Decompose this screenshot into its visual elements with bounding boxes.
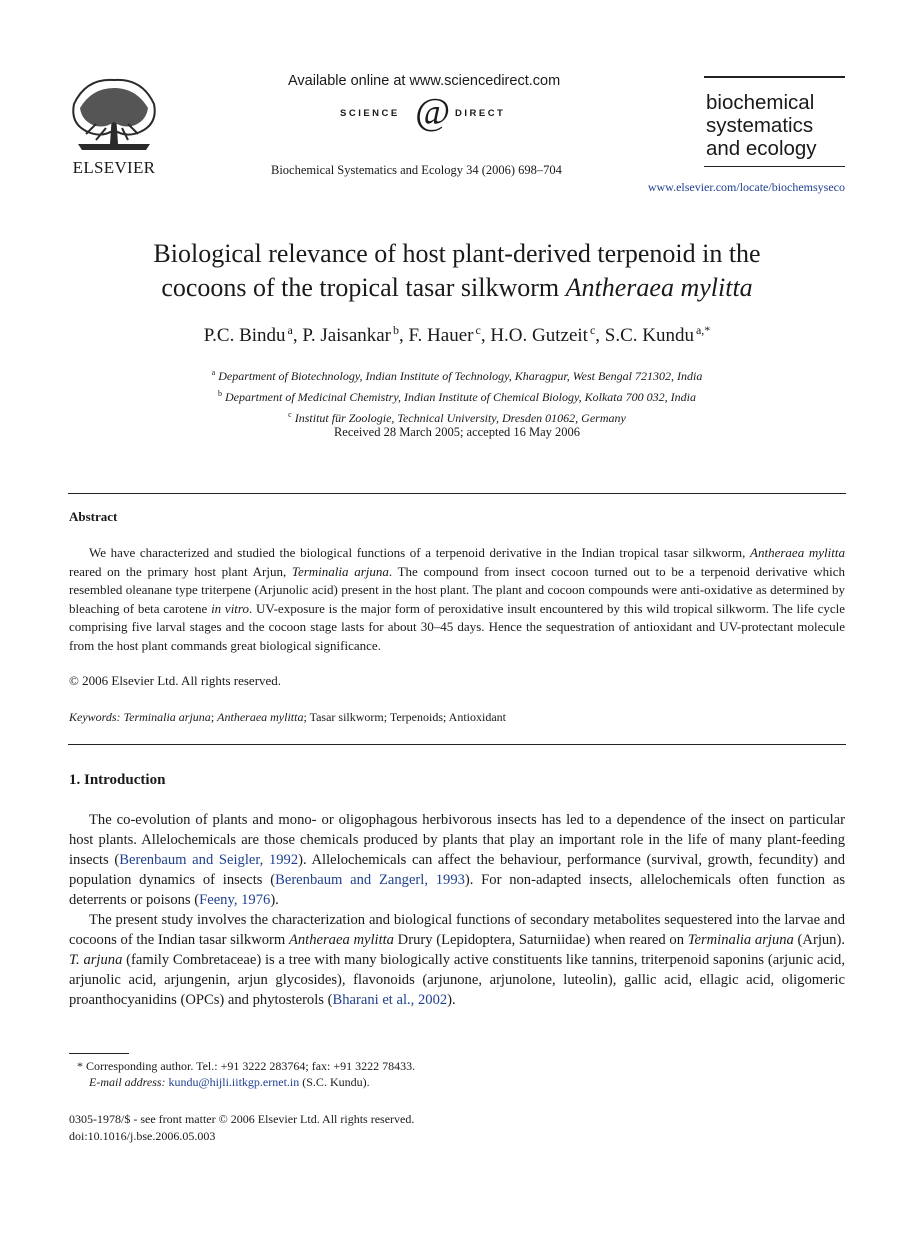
author-name: P. Jaisankar [302,325,392,346]
elsevier-wordmark: ELSEVIER [72,158,156,177]
abstract-rule-bottom [68,744,846,745]
footnote-rule [69,1053,129,1054]
author-name: H.O. Gutzeit [490,325,588,346]
journal-brand-line: and ecology [706,137,817,160]
journal-url-link[interactable]: www.elsevier.com/locate/biochemsyseco [647,180,845,194]
journal-brand-line: systematics [706,114,814,137]
affiliation: $^c$ Institut für Zoologie, Technical University, Dresden 01062, Germany [288,410,626,425]
corresponding-author-note: * Corresponding author. Tel.: +91 3222 283764; fax: +91 3222 78433. [77,1059,416,1073]
author-name: S.C. Kundu [604,325,694,346]
brand-rule-top [704,76,845,78]
title-line-1: Biological relevance of host plant-derived terpenoid in the [153,239,761,268]
abstract-copyright: © 2006 Elsevier Ltd. All rights reserved. [69,673,282,688]
author-name: P.C. Bindu [203,325,286,346]
title-species: Antheraea mylitta [565,273,753,302]
intro-paragraph-1: The co-evolution of plants and mono- or oligophagous herbivorous insects has led to a dependence of the insect on particular host plants. Allelochemicals are those chemicals produced by plants that play an important role in the life of many plant-feeding insects (Berenbaum and Seigler, 1992). Allelochemicals can affect the behaviour, performance (survival, growth, fecundity) and population dynamics of insects (Berenbaum and Zangerl, 1993). For non-adapted insects, allelochemicals often function as deterrents or poisons (Feeny, 1976). [69,812,846,908]
journal-brand-line: biochemical [706,91,815,114]
citation-link[interactable]: Bharani et al., 2002 [332,992,448,1008]
author-affil-mark[interactable]: c [475,323,481,337]
citation-link[interactable]: Berenbaum and Seigler, 1992 [119,852,299,868]
sciencedirect-logo-right: DIRECT [455,108,506,119]
author-name: F. Hauer [408,325,474,346]
brand-rule-bottom [704,166,845,167]
section-heading-introduction: 1. Introduction [69,772,166,788]
affiliation: $^a$ Department of Biotechnology, Indian Institute of Technology, Kharagpur, West Bengal 721302, India [211,368,703,383]
citation-link[interactable]: Berenbaum and Zangerl, 1993 [275,872,465,888]
available-online-text: Available online at www.sciencedirect.com [288,73,561,89]
affiliations [60,364,854,427]
author-affil-mark[interactable]: b [393,323,400,337]
email-link[interactable]: kundu@hijli.iitkgp.ernet.in [168,1075,300,1089]
author-affil-mark[interactable]: c [589,323,596,337]
journal-brand [706,91,817,160]
affiliation: $^b$ Department of Medicinal Chemistry, Indian Institute of Chemical Biology, Kolkata 700 032, India [218,389,696,404]
abstract-rule-top [68,493,846,494]
title-line-2: cocoons of the tropical tasar silkworm [161,273,566,302]
sciencedirect-logo-left: SCIENCE [340,108,400,119]
email-note: E-mail address: kundu@hijli.iitkgp.ernet.in (S.C. Kundu). [89,1075,370,1089]
keywords: Keywords: Terminalia arjuna; Antheraea mylitta; Tasar silkworm; Terpenoids; Antioxidant [69,710,507,724]
abstract-heading: Abstract [69,509,118,524]
sciencedirect-at-icon: @ [415,91,450,133]
author-affil-mark[interactable]: a,* [695,323,711,337]
author-list: P.C. Bindu $^a$, P. Jaisankar $^b$, F. Hauer $^c$, H.O. Gutzeit $^c$, S.C. Kundu $^{a,*}$ [203,323,711,346]
author-affil-mark[interactable]: a [287,323,293,337]
doi-line: doi:10.1016/j.bse.2006.05.003 [69,1129,216,1143]
journal-citation: Biochemical Systematics and Ecology 34 (2006) 698–704 [271,163,562,177]
citation-link[interactable]: Feeny, 1976 [199,892,271,908]
received-dates: Received 28 March 2005; accepted 16 May 2006 [333,425,581,439]
issn-line: 0305-1978/$ - see front matter © 2006 Elsevier Ltd. All rights reserved. [69,1112,415,1126]
intro-paragraph-2: The present study involves the characterization and biological functions of secondary metabolites sequestered into the larvae and cocoons of the Indian tasar silkworm Antheraea mylitta Drury (Lepidoptera, Saturniidae) when reared on Terminalia arjuna (Arjun). T. arjuna (family Combretaceae) is a tree with many biologically active constituents like tannins, triterpenoid saponins (arjunic acid, arjunolic acid, arjungenin, arjun glycosides), flavonoids (arjunone, arjunolone, luteolin), gallic acid, ellagic acid, oligomeric proanthocyanidins (OPCs) and phytosterols (Bharani et al., 2002). [69,912,845,1008]
abstract-body: We have characterized and studied the biological functions of a terpenoid derivative in the Indian tropical tasar silkworm, Antheraea mylitta reared on the primary host plant Arjun, Terminalia arjuna. The compound from insect cocoon turned out to be a terpenoid derivative which resembled oleanane type triterpene (Arjunolic acid) present in the host plant. The plant and cocoon compounds were anti-oxidative as determined by bleaching of beta carotene in vitro. UV-exposure is the major form of peroxidative insult encountered by this wild tropical silkworm. The life cycle comprising five larval stages and the cocoon stage lasts for about 30–45 days. Hence the sequestration of antioxidant and UV-protectant molecule from the host plant commands great biological significance. [69,545,846,653]
article-title [60,237,854,305]
